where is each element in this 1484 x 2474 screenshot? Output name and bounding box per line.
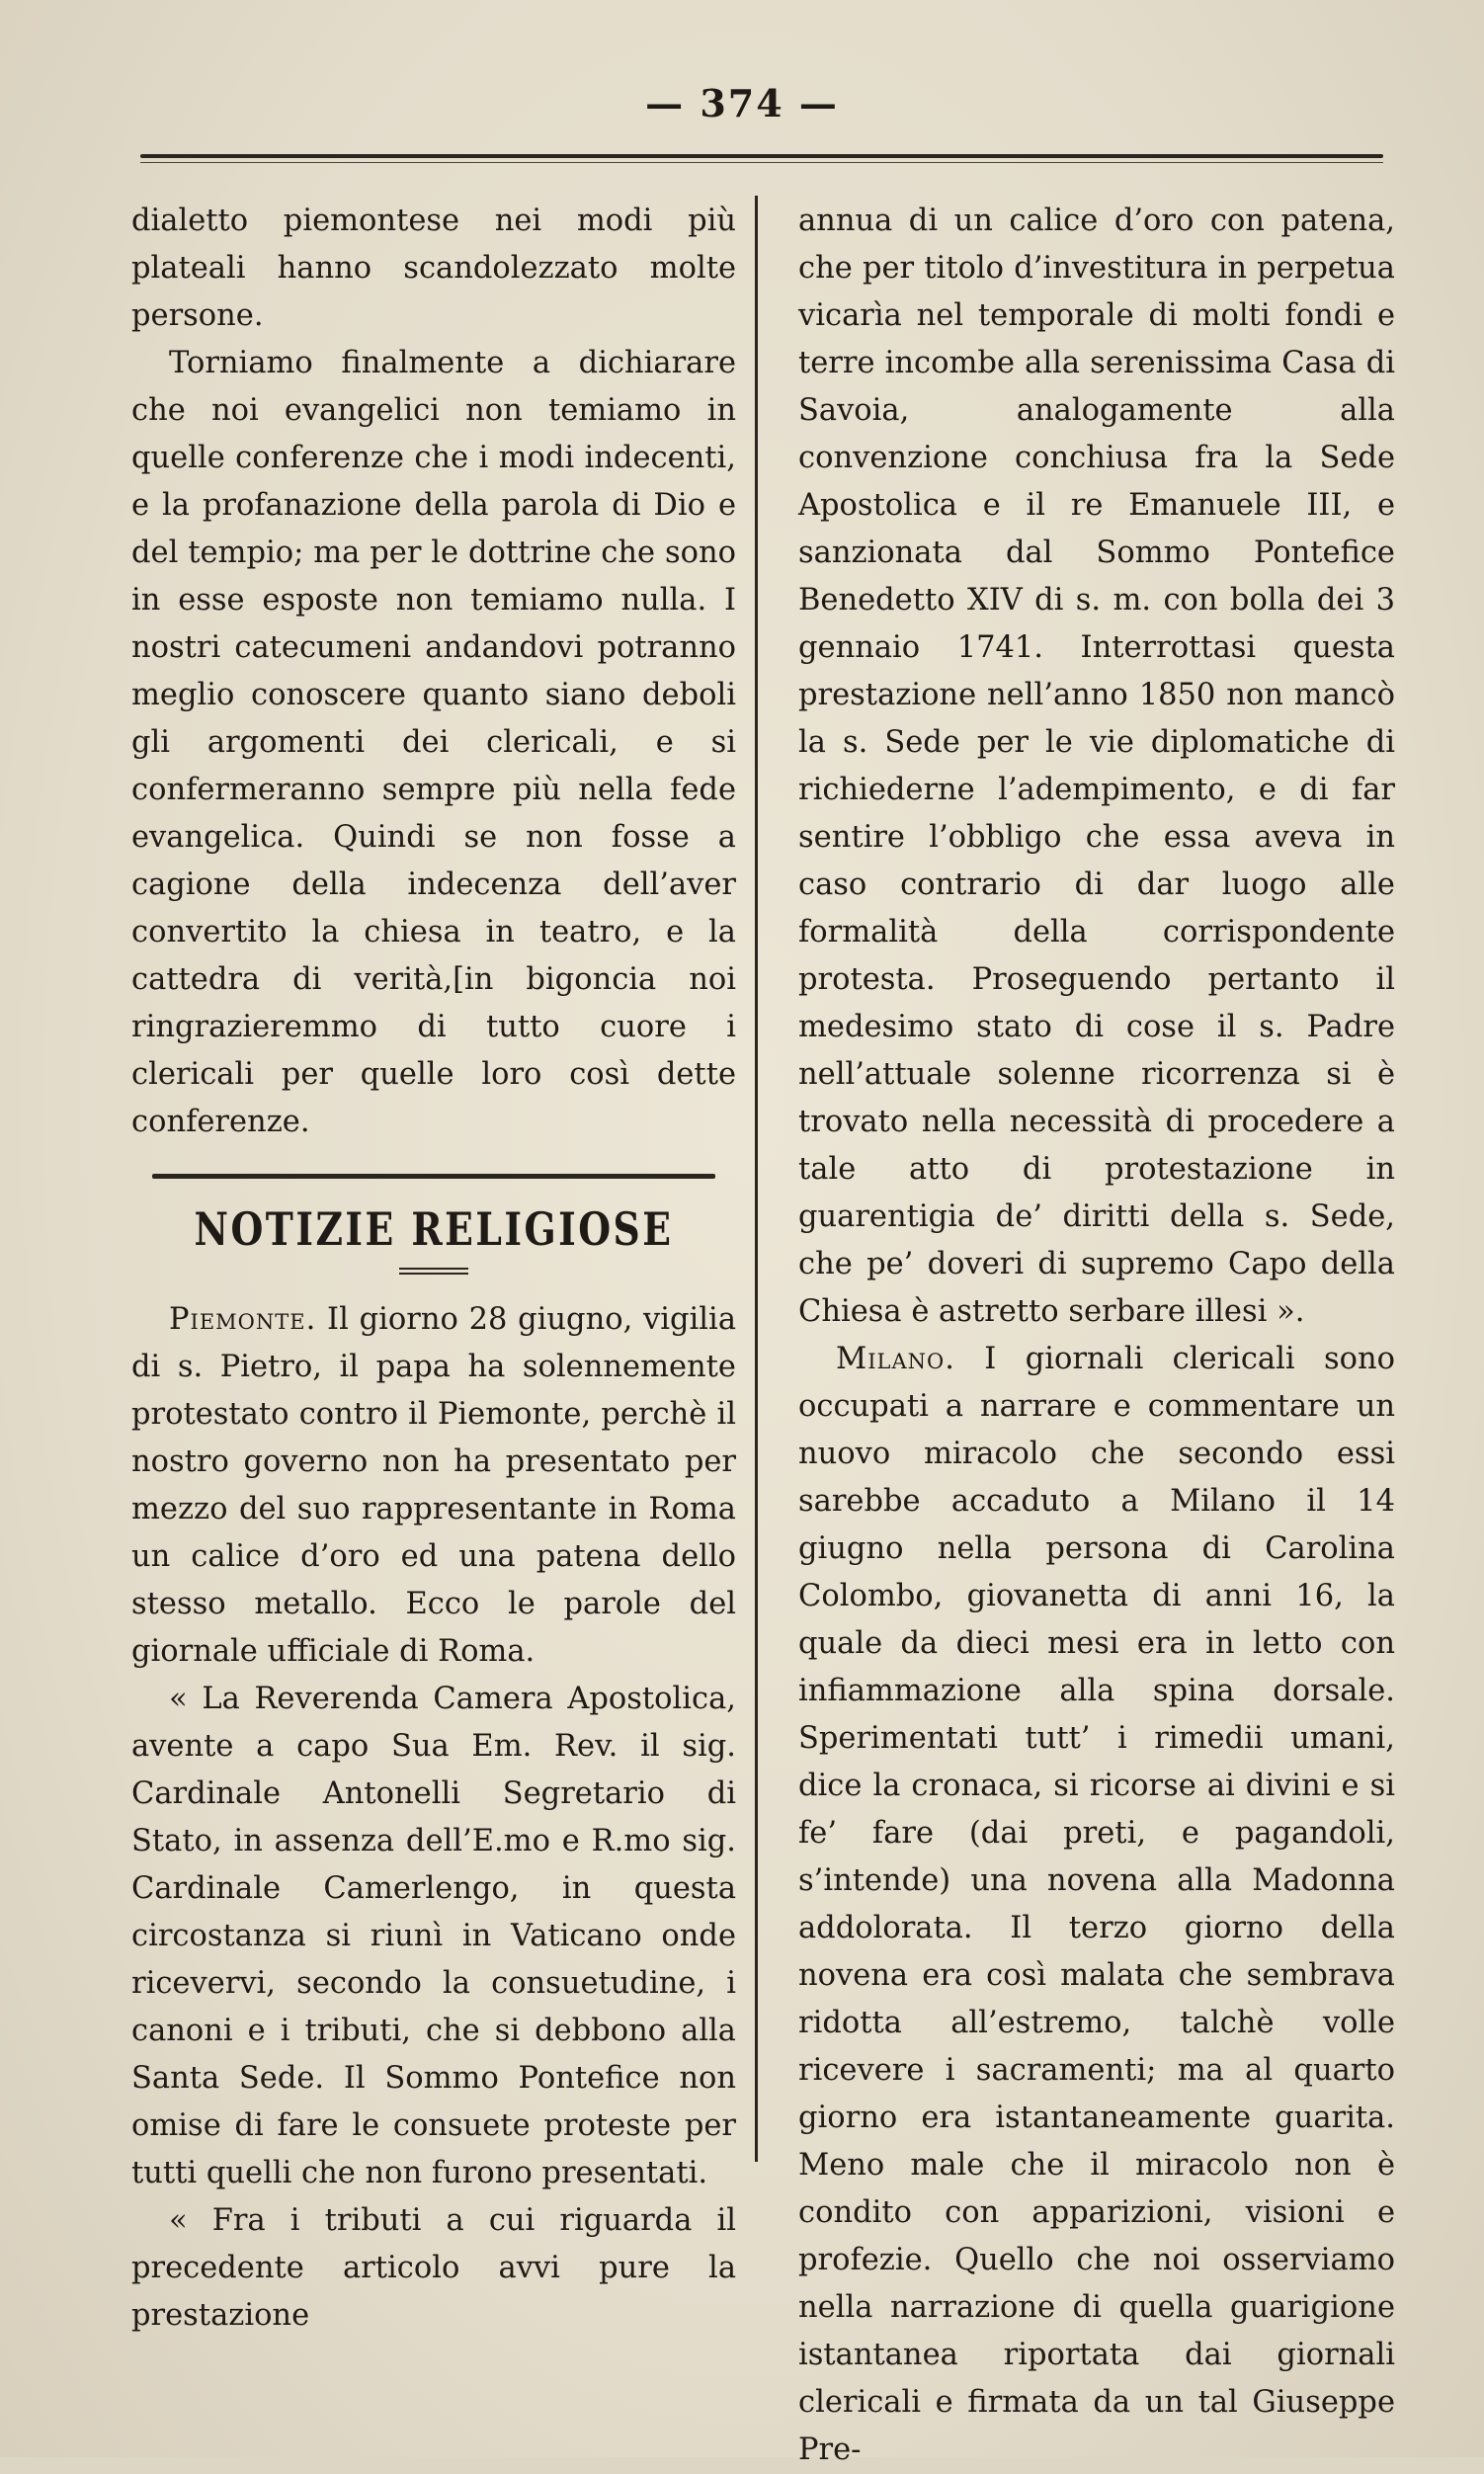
- right-column: [798, 198, 1395, 2474]
- section-divider: [152, 1174, 715, 1179]
- paragraph-piemonte: [131, 1296, 736, 1676]
- header-rule: [140, 154, 1383, 158]
- paragraph-calice: annua di un calice d’oro con patena, che per titolo d’investitura in perpetua vicarìa nel temporale di molti fondi e terre incombe alla serenissima Casa di Savoia, analogamente alla convenzione conchiusa fra la Sede Apostolica e il re Emanuele III, e sanzionata dal Sommo Pontefice Benedetto XIV di s. m. con bolla dei 3 gennaio 1741. Interrottasi questa prestazione nell’anno 1850 non mancò la s. Sede per le vie diplomatiche di richiederne l’adempimento, e di far sentire l’obbligo che essa aveva in caso contrario di dar luogo alle formalità della corrispondente protesta. Proseguendo pertanto il medesimo stato di cose il s. Padre nell’attuale solenne ricorrenza si è trovato nella necessità di procedere a tale atto di protestazione in guarentigia de’ diritti della s. Sede, che pe’ doveri di supremo Capo della Chiesa è astretto serbare illesi ».: [798, 204, 1395, 1329]
- header-rule-thin: [140, 162, 1383, 163]
- page-number: — 374 —: [645, 81, 839, 125]
- paragraph-continuation: dialetto piemontese nei modi più plateali hanno scandolezzato molte persone.: [131, 204, 736, 333]
- paragraph-milano-text: I giornali clericali sono occupati a narrare e commentare un nuovo miracolo che secondo essi sarebbe accaduto a Milano il 14 giugno nella persona di Carolina Colombo, giovanetta di anni 16, la quale da dieci mesi era in letto con infiammazione alla spina dorsale. Sperimentati tutt’ i rimedii umani, dice la cronaca, si ricorse ai divini e si fe’ fare (dai preti, e pagandoli, s’intende) una novena alla Madonna addolorata. Il terzo giorno della novena era così malata che sembrava ridotta all’estremo, talchè volle ricevere i sacramenti; ma al quarto giorno era istantaneamente guarita. Meno male che il miracolo non è condito con apparizioni, visioni e profezie. Quello che noi osserviamo nella narrazione di quella guarigione istantanea riportata dai giornali clericali e firmata da un tal Giuseppe Pre-: [798, 1342, 1395, 2467]
- paragraph-piemonte-text: Il giorno 28 giugno, vigilia di s. Pietro, il papa ha solennemente protestato contro il Piemonte, perchè il nostro governo non ha presentato per mezzo del suo rappresentante in Roma un calice d’oro ed una patena dello stesso metallo. Ecco le parole del giornale ufficiale di Roma.: [131, 1302, 736, 1669]
- column-divider: [755, 196, 758, 2162]
- section-title: NOTIZIE RELIGIOSE: [194, 1202, 674, 1256]
- paragraph-milano: [798, 1336, 1395, 2474]
- paragraph-tributi: « Fra i tributi a cui riguarda il precedente articolo avvi pure la prestazione: [131, 2203, 736, 2333]
- paragraph-camera-apostolica: « La Reverenda Camera Apostolica, avente a capo Sua Em. Rev. il sig. Cardinale Antonelli Segretario di Stato, in assenza dell’E.mo e R.mo sig. Cardinale Camerlengo, in questa circostanza si riunì in Vaticano onde ricevervi, secondo la consuetudine, i canoni e i tributi, che si debbono alla Santa Sede. Il Sommo Pontefice non omise di fare le consuete proteste per tutti quelli che non furono presentati.: [131, 1682, 736, 2190]
- title-underline: [399, 1268, 468, 1275]
- left-column: [131, 198, 736, 2340]
- dateline-milano: Milano.: [836, 1342, 955, 1376]
- paragraph-conferenze: Torniamo finalmente a dichiarare che noi evangelici non temiamo in quelle conferenze che i modi indecenti, e la profanazione della parola di Dio e del tempio; ma per le dottrine che sono in esse esposte non temiamo nulla. I nostri catecumeni andandovi potranno meglio conoscere quanto siano deboli gli argomenti dei clericali, e si confermeranno sempre più nella fede evangelica. Quindi se non fosse a cagione della indecenza dell’aver convertito la chiesa in teatro, e la cattedra di verità,[in bigoncia noi ringrazieremmo di tutto cuore i clericali per quelle loro così dette conferenze.: [131, 346, 736, 1139]
- dateline-piemonte: Piemonte.: [169, 1302, 317, 1337]
